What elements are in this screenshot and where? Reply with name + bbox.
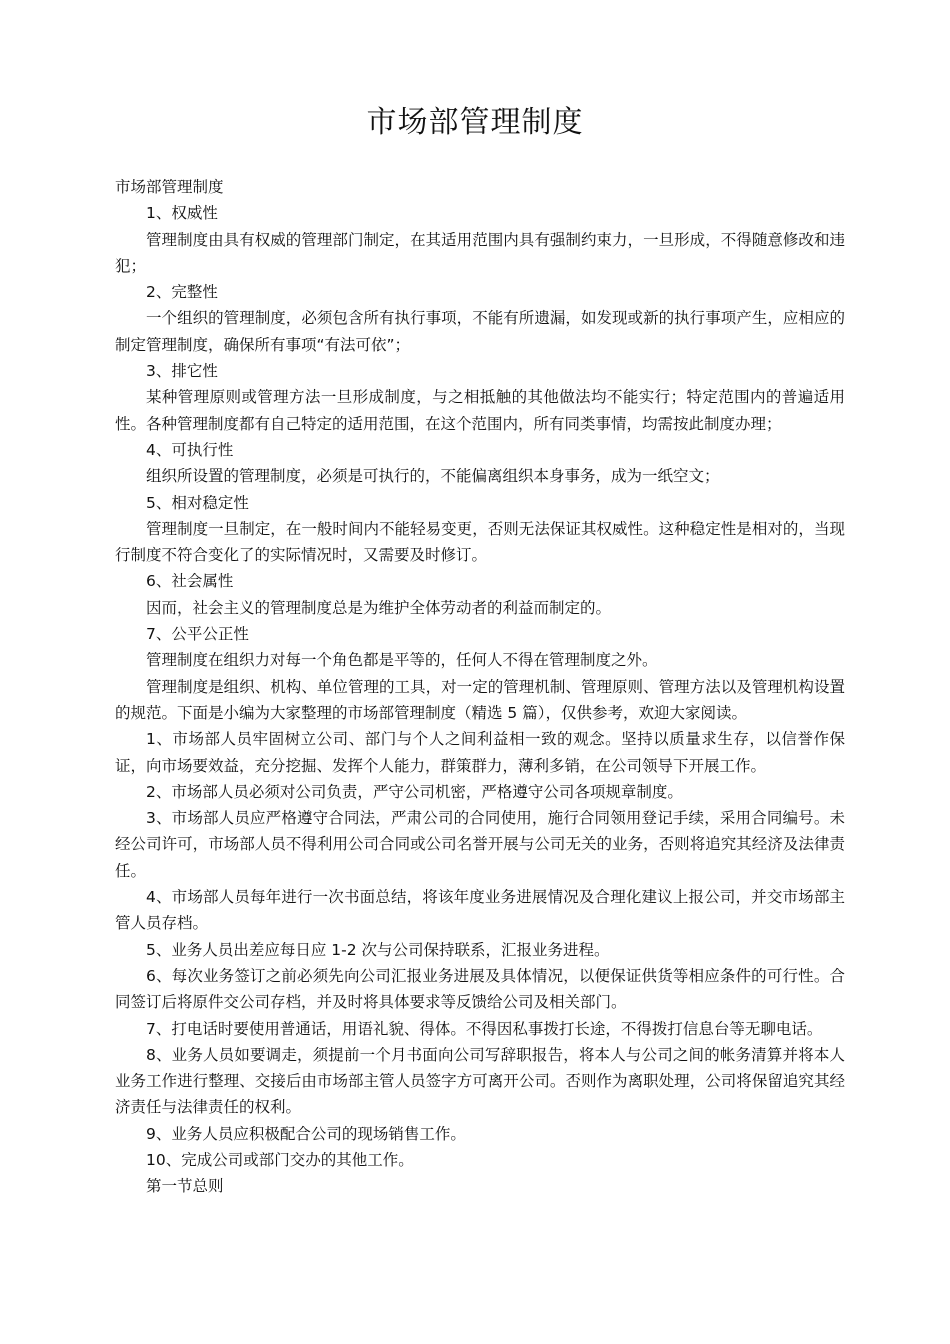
document-paragraph: 5、相对稳定性 bbox=[146, 493, 249, 512]
document-paragraph: 6、每次业务签订之前必须先向公司汇报业务进展及具体情况，以便保证供货等相应条件的可行性。合同签订后将原件交公司存档，并及时将具体要求等反馈给公司及相关部门。 bbox=[115, 966, 845, 1012]
document-paragraph: 3、市场部人员应严格遵守合同法，严肃公司的合同使用，施行合同领用登记手续，采用合同编号。未经公司许可，市场部人员不得利用公司合同或公司名誉开展与公司无关的业务，否则将追究其经济及法律责任。 bbox=[115, 809, 845, 880]
document-paragraph: 2、市场部人员必须对公司负责，严守公司机密，严格遵守公司各项规章制度。 bbox=[146, 782, 683, 801]
document-paragraph: 4、市场部人员每年进行一次书面总结，将该年度业务进展情况及合理化建议上报公司，并交市场部主管人员存档。 bbox=[115, 888, 845, 933]
document-paragraph: 管理制度由具有权威的管理部门制定，在其适用范围内具有强制约束力，一旦形成，不得随意修改和违犯； bbox=[115, 230, 845, 275]
document-paragraph: 1、市场部人员牢固树立公司、部门与个人之间利益相一致的观念。坚持以质量求生存，以信誉作保证，向市场要效益，充分挖掘、发挥个人能力，群策群力，薄利多销，在公司领导下开展工作。 bbox=[115, 730, 845, 775]
document-body bbox=[115, 174, 845, 1200]
document-paragraph: 管理制度是组织、机构、单位管理的工具，对一定的管理机制、管理原则、管理方法以及管理机构设置的规范。下面是小编为大家整理的市场部管理制度（精选 5 篇），仅供参考，欢迎大家阅读。 bbox=[115, 677, 845, 722]
document-paragraph: 因而，社会主义的管理制度总是为维护全体劳动者的利益而制定的。 bbox=[146, 598, 612, 617]
document-paragraph: 2、完整性 bbox=[146, 283, 218, 302]
document-paragraph: 8、业务人员如要调走，须提前一个月书面向公司写辞职报告，将本人与公司之间的帐务清算并将本人业务工作进行整理、交接后由市场部主管人员签字方可离开公司。否则作为离职处理，公司将保留追究其经济责任与法律责任的权利。 bbox=[115, 1045, 845, 1117]
document-paragraph: 第一节总则 bbox=[146, 1177, 224, 1196]
document-paragraph: 4、可执行性 bbox=[146, 440, 234, 459]
document-paragraph: 管理制度在组织力对每一个角色都是平等的，任何人不得在管理制度之外。 bbox=[146, 651, 658, 670]
document-paragraph: 7、公平公正性 bbox=[146, 625, 249, 644]
document-paragraph: 7、打电话时要使用普通话，用语礼貌、得体。不得因私事拨打长途，不得拨打信息台等无聊电话。 bbox=[146, 1019, 823, 1038]
document-paragraph: 5、业务人员出差应每日应 1-2 次与公司保持联系，汇报业务进程。 bbox=[146, 940, 610, 959]
document-paragraph: 3、排它性 bbox=[146, 362, 218, 381]
document-paragraph: 6、社会属性 bbox=[146, 572, 234, 591]
document-paragraph: 9、业务人员应积极配合公司的现场销售工作。 bbox=[146, 1124, 466, 1143]
document-title: 市场部管理制度 bbox=[366, 105, 584, 140]
document-paragraph: 组织所设置的管理制度，必须是可执行的，不能偏离组织本身事务，成为一纸空文； bbox=[146, 467, 720, 486]
document-paragraph: 10、完成公司或部门交办的其他工作。 bbox=[146, 1150, 414, 1169]
document-paragraph: 市场部管理制度 bbox=[115, 178, 224, 196]
document-paragraph: 1、权威性 bbox=[146, 204, 218, 223]
document-paragraph: 管理制度一旦制定，在一般时间内不能轻易变更，否则无法保证其权威性。这种稳定性是相对的，当现行制度不符合变化了的实际情况时，又需要及时修订。 bbox=[115, 519, 845, 565]
document-paragraph: 某种管理原则或管理方法一旦形成制度，与之相抵触的其他做法均不能实行；特定范围内的普遍适用性。各种管理制度都有自己特定的适用范围，在这个范围内，所有同类事情，均需按此制度办理； bbox=[115, 388, 845, 433]
document-paragraph: 一个组织的管理制度，必须包含所有执行事项，不能有所遗漏，如发现或新的执行事项产生，应相应的制定管理制度，确保所有事项“有法可依”； bbox=[115, 309, 845, 354]
